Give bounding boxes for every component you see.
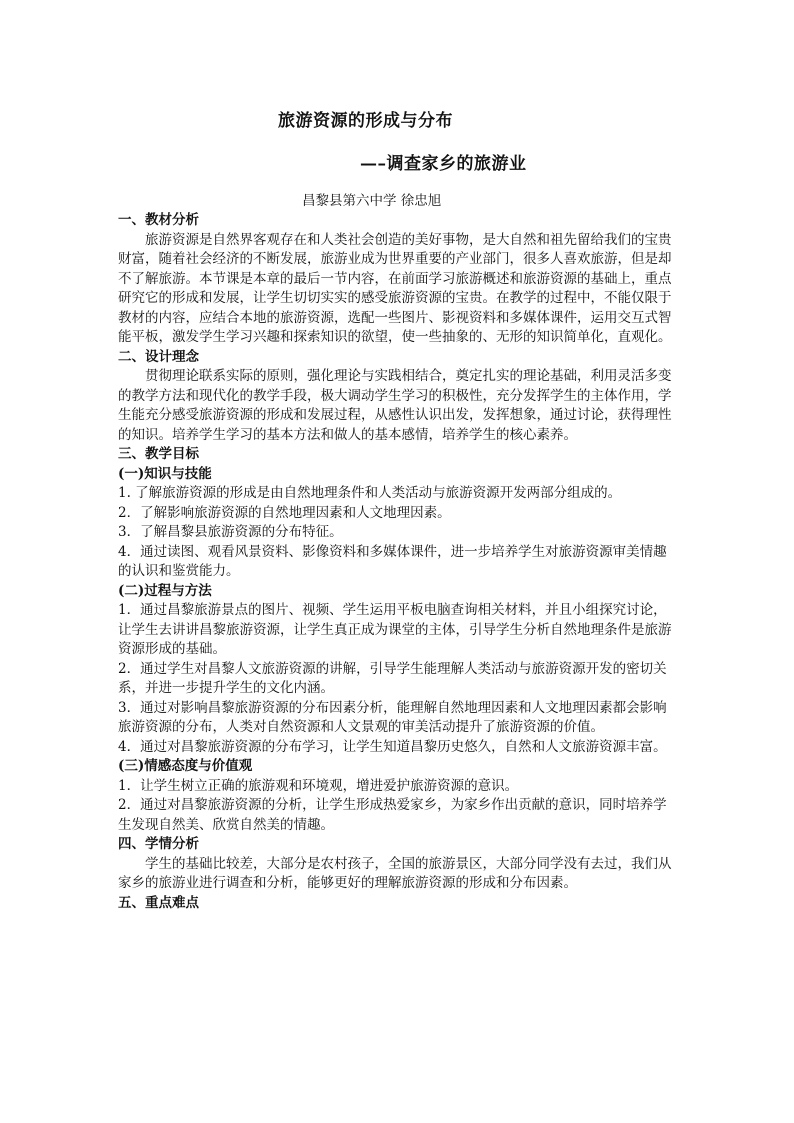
list-item: 4．通过对昌黎旅游资源的分布学习，让学生知道昌黎历史悠久，自然和人文旅游资源丰富。 [118, 738, 667, 755]
list-item: 3．通过对影响昌黎旅游资源的分布因素分析，能理解自然地理因素和人文地理因素都会影响旅游资源的分布，人类对自然资源和人文景观的审美活动提升了旅游资源的价值。 [118, 699, 667, 735]
list-item: 2．通过对昌黎旅游资源的分析，让学生形成热爱家乡，为家乡作出贡献的意识，同时培养学生发现自然美、欣赏自然美的情趣。 [118, 797, 667, 833]
list-item: 2．了解影响旅游资源的自然地理因素和人文地理因素。 [118, 504, 451, 521]
list-item: 1．让学生树立正确的旅游观和环境观，增进爱护旅游资源的意识。 [118, 777, 519, 794]
section-paragraph-students: 学生的基础比较差，大部分是农村孩子，全国的旅游景区，大部分同学没有去过，我们从家乡的旅游业进行调查和分析，能够更好的理解旅游资源的形成和分布因素。 [118, 855, 672, 891]
section-heading-materials: 一、教材分析 [118, 212, 199, 228]
list-item: 2．通过学生对昌黎人文旅游资源的讲解，引导学生能理解人类活动与旅游资源开发的密切关系，并进一步提升学生的文化内涵。 [118, 660, 667, 696]
subsection-heading-process: (二)过程与方法 [118, 582, 212, 599]
subsection-heading-values: (三)情感态度与价值观 [118, 758, 253, 774]
author-line: 昌黎县第六中学 徐忠旭 [302, 193, 442, 209]
subsection-heading-knowledge: (一)知识与技能 [118, 465, 212, 482]
section-paragraph-design: 贯彻理论联系实际的原则，强化理论与实践相结合，奠定扎实的理论基础，利用灵活多变的教学方法和现代化的教学手段，极大调动学生学习的积极性，充分发挥学生的主体作用，学生能充分感受旅游资源的形成和发展过程，从感性认识出发，发挥想象，通过讨论，获得理性的知识。培养学生学习的基本方法和做人的基本感情，培养学生的核心素养。 [118, 368, 672, 443]
section-heading-keypoints: 五、重点难点 [118, 894, 199, 911]
section-heading-objectives: 三、教学目标 [118, 446, 199, 462]
list-item: 4．通过读图、观看风景资料、影像资料和多媒体课件，进一步培养学生对旅游资源审美情趣的认识和鉴赏能力。 [118, 543, 667, 579]
list-item: 1. 了解旅游资源的形成是由自然地理条件和人类活动与旅游资源开发两部分组成的。 [118, 485, 622, 501]
section-paragraph-materials: 旅游资源是自然界客观存在和人类社会创造的美好事物，是大自然和祖先留给我们的宝贵财富，随着社会经济的不断发展，旅游业成为世界重要的产业部门，很多人喜欢旅游，但是却不了解旅游。本节课是本章的最后一节内容，在前面学习旅游概述和旅游资源的基础上，重点研究它的形成和发展，让学生切切实实的感受旅游资源的宝贵。在教学的过程中，不能仅限于教材的内容，应结合本地的旅游资源，选配一些图片、影视资料和多媒体课件，运用交互式智能平板，激发学生学习兴趣和探索知识的欲望，使一些抽象的、无形的知识简单化，直观化。 [118, 231, 672, 345]
list-item: 1．通过昌黎旅游景点的图片、视频、学生运用平板电脑查询相关材料，并且小组探究讨论，让学生去讲讲昌黎旅游资源，让学生真正成为课堂的主体，引导学生分析自然地理条件是旅游资源形成的基础。 [118, 602, 672, 657]
section-heading-design: 二、设计理念 [118, 348, 199, 365]
document-subtitle: —–调查家乡的旅游业 [360, 154, 527, 174]
section-heading-students: 四、学情分析 [118, 836, 199, 852]
list-item: 3．了解昌黎县旅游资源的分布特征。 [118, 524, 343, 540]
document-title: 旅游资源的形成与分布 [278, 111, 453, 131]
document-body [118, 211, 680, 913]
